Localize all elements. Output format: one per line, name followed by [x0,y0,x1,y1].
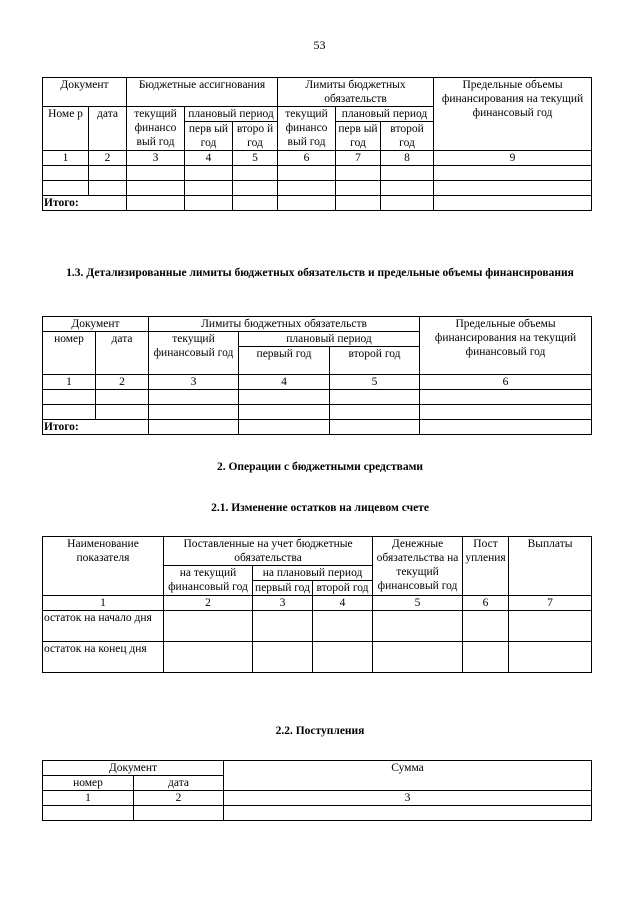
table-row [43,642,592,673]
section-heading-2-1: 2.1. Изменение остатков на лицевом счете [211,502,429,514]
header-second-year: второй год [313,581,373,596]
table-row [43,390,592,405]
header-number: номер [43,332,96,375]
header-plan-period-2: плановый период [336,107,434,122]
header-document: Документ [43,317,149,332]
limits-table [42,316,592,435]
header-first-year: первый год [239,347,330,375]
header-second-year-2: второй год [381,122,434,151]
budget-table [42,77,592,211]
header-budget-limits: Лимиты бюджетных обязательств [278,78,434,107]
col-num: 3 [127,151,185,166]
header-date: дата [89,107,127,151]
header-financing-limits: Предельные объемы финансирования на текущий финансовый год [420,317,592,375]
col-num: 2 [134,791,224,806]
table-row [43,806,592,821]
total-label: Итого: [43,196,127,211]
header-plan-period: плановый период [239,332,420,347]
col-num: 2 [96,375,149,390]
header-sum: Сумма [224,761,592,791]
header-budget-limits: Лимиты бюджетных обязательств [149,317,420,332]
header-second-year: второ й год [233,122,278,151]
col-num: 8 [381,151,434,166]
header-date: дата [134,776,224,791]
col-num: 5 [330,375,420,390]
header-document: Документ [43,761,224,776]
col-num: 4 [185,151,233,166]
col-num: 1 [43,151,89,166]
table-row [43,611,592,642]
section-heading-2: 2. Операции с бюджетными средствами [216,461,424,473]
col-num: 7 [509,596,592,611]
col-num: 4 [313,596,373,611]
row-label-start-balance: остаток на начало дня [43,611,164,642]
header-budget-allocations: Бюджетные ассигнования [127,78,278,107]
col-num: 3 [224,791,592,806]
total-row [43,196,592,211]
column-number-row [43,151,592,166]
col-num: 2 [89,151,127,166]
header-plan-period: на плановый период [253,566,373,581]
header-date: дата [96,332,149,375]
col-num: 9 [434,151,592,166]
header-payments: Выплаты [509,537,592,596]
col-num: 4 [239,375,330,390]
header-plan-period: плановый период [185,107,278,122]
header-first-year-2: перв ый год [336,122,381,151]
col-num: 3 [149,375,239,390]
header-first-year: перв ый год [185,122,233,151]
table-row [43,181,592,196]
section-heading-1-3: 1.3. Детализированные лимиты бюджетных обязательств и предельные объемы финансирования [66,267,574,279]
total-label: Итого: [43,420,149,435]
column-number-row [43,596,592,611]
col-num: 1 [43,596,164,611]
column-number-row [43,375,592,390]
receipts-table [42,760,592,821]
header-document: Документ [43,78,127,107]
header-financing-limits: Предельные объемы финансирования на текущий финансовый год [434,78,592,151]
col-num: 1 [43,375,96,390]
balance-table [42,536,592,673]
header-indicator-name: Наименование показателя [43,537,164,596]
table-row [43,405,592,420]
header-monetary-obligations: Денежные обязательства на текущий финансовый год [373,537,463,596]
col-num: 3 [253,596,313,611]
col-num: 5 [233,151,278,166]
header-current-year: текущий финансо вый год [127,107,185,151]
col-num: 1 [43,791,134,806]
header-current-year: на текущий финансовый год [164,566,253,596]
header-receipts: Пост упления [463,537,509,596]
column-number-row [43,791,592,806]
col-num: 2 [164,596,253,611]
header-current-year: текущий финансовый год [149,332,239,375]
col-num: 6 [278,151,336,166]
col-num: 6 [463,596,509,611]
col-num: 6 [420,375,592,390]
header-number: Номе р [43,107,89,151]
section-heading-2-2: 2.2. Поступления [275,725,365,737]
header-first-year: первый год [253,581,313,596]
header-number: номер [43,776,134,791]
header-second-year: второй год [330,347,420,375]
table-row [43,166,592,181]
total-row [43,420,592,435]
row-label-end-balance: остаток на конец дня [43,642,164,673]
col-num: 5 [373,596,463,611]
page-number: 53 [313,38,326,52]
header-registered-obligations: Поставленные на учет бюджетные обязательства [164,537,373,566]
col-num: 7 [336,151,381,166]
header-current-year-2: текущий финансо вый год [278,107,336,151]
